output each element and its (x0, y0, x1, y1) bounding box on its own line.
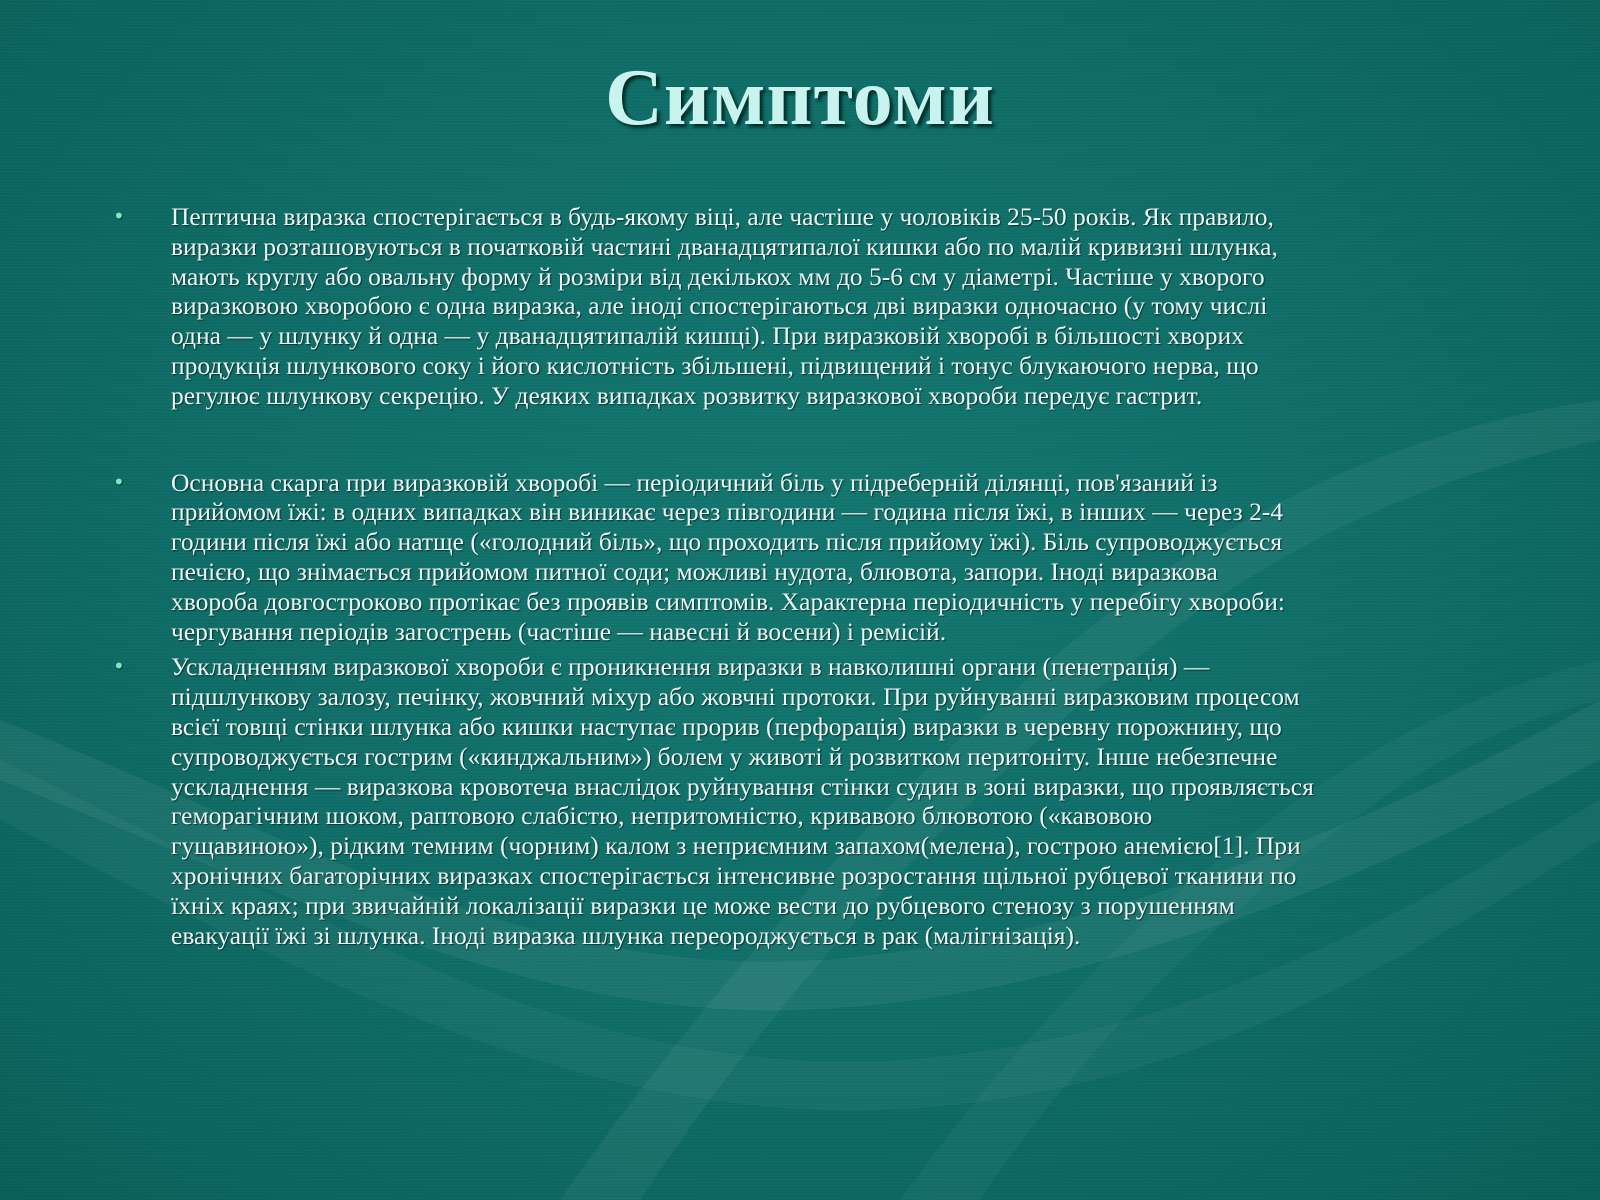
text-line: Ускладненням виразкової хвороби є проникнення виразки в навколишні органи (пенетрація) — (171, 652, 1210, 682)
bullet-icon: • (113, 469, 125, 494)
text-line: виразки розташовуються в початковій частині дванадцятипалої кишки або по малій кривизні шлунка, (171, 231, 1278, 261)
text-line: печією, що знімається прийомом питної соди; можливі нудота, блювота, запори. Іноді виразкова (171, 556, 1218, 586)
text-line: регулює шлункову секрецію. У деяких випадках розвитку виразкової хвороби передує гастрит. (171, 380, 1203, 410)
bullet-item-main-complaint (105, 468, 1525, 647)
bullet-item-prevalence (105, 202, 1525, 411)
text-line: хвороба довгостроково протікає без проявів симптомів. Характерна періодичність у перебігу хвороби: (171, 586, 1286, 616)
bullet-icon: • (113, 204, 125, 228)
bullet-icon: • (113, 654, 125, 679)
text-line: супроводжується гострим («кинджальним») болем у животі й розвитком перитоніту. Інше небезпечне (171, 741, 1278, 771)
text-line: підшлункову залозу, печінку, жовчний міхур або жовчні протоки. При руйнуванні виразковим процесом (171, 682, 1300, 712)
text-line: чергування періодів загострень (частіше — навесні й восени) і ремісій. (171, 616, 947, 646)
text-line: прийомом їжі: в одних випадках він виникає через півгодини — година після їжі, в інших — через 2-4 (171, 497, 1284, 527)
text-line: години після їжі або натще («голодний біль», що проходить після прийому їжі). Біль супроводжується (171, 527, 1283, 557)
text-line: одна — у шлунку й одна — у дванадцятипалій кишці). При виразковій хворобі в більшості хворих (171, 321, 1244, 351)
text-line: хронічних багаторічних виразках спостерігається інтенсивне розростання щільної рубцевої тканини по (171, 860, 1297, 890)
text-line: їхніх краях; при звичайній локалізації виразки це може вести до рубцевого стенозу з порушенням (171, 890, 1235, 920)
text-line: виразковою хворобою є одна виразка, але іноді спостерігаються дві виразки одночасно (у тому числі (171, 291, 1268, 321)
text-line: продукція шлункового соку і його кислотність збільшені, підвищений і тонус блукаючого нерва, що (171, 350, 1259, 380)
text-line: всієї товщі стінки шлунка або кишки наступає прорив (перфорація) виразки в черевну порожнину, що (171, 711, 1282, 741)
text-line: Пептична виразка спостерігається в будь-якому віці, але частіше у чоловіків 25-50 років. Як правило, (171, 202, 1274, 231)
text-line: ускладнення — виразкова кровотеча внаслідок руйнування стінки судин в зоні виразки, що проявляється (171, 771, 1314, 801)
text-line: мають круглу або овальну форму й розміри від декількох мм до 5-6 см у діаметрі. Частіше у хворого (171, 261, 1265, 291)
slide-title: Симптоми (605, 54, 995, 142)
bullet-item-complications (105, 652, 1525, 950)
text-line: геморагічним шоком, раптовою слабістю, непритомністю, кривавою блювотою («кавовою (171, 801, 1153, 831)
bullet-list (105, 202, 1525, 950)
text-line: гущавиною»), рідким темним (чорним) калом з неприємним запахом(мелена), гострою анемією[1]. При (171, 831, 1301, 861)
text-line: Основна скарга при виразковій хворобі — періодичний біль у підреберній ділянці, пов'язаний із (171, 467, 1218, 497)
text-line: евакуації їжі зі шлунка. Іноді виразка шлунка переороджується в рак (малігнізація). (171, 920, 1081, 950)
